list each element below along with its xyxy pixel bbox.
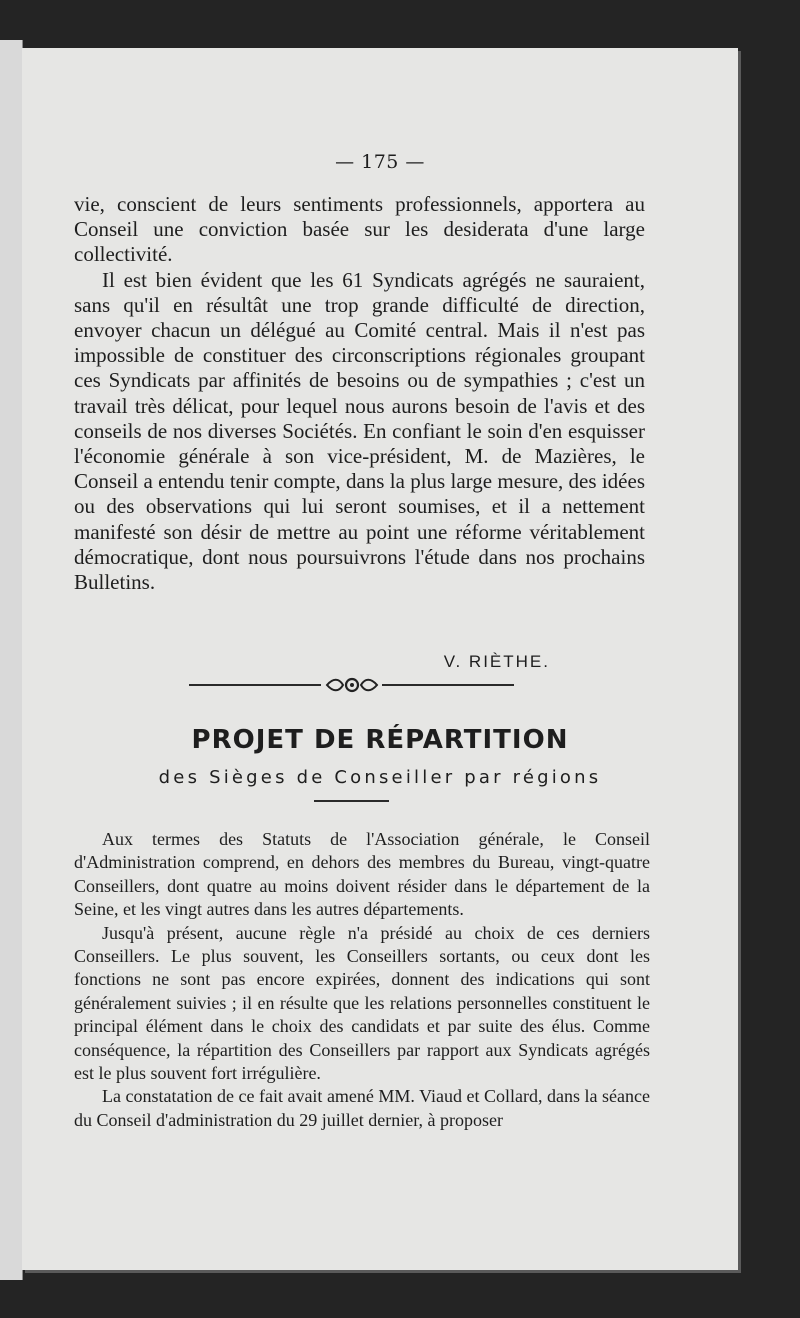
author-signature: V. RIÈTHE.: [443, 652, 550, 671]
separator-line-right: [382, 684, 514, 686]
ornament-icon: [325, 676, 379, 694]
paragraph: Jusqu'à présent, aucune règle n'a présidé au choix de ces derniers Conseillers. Le plus souvent, les Conseillers sortants, ou ceux dont les fonctions ne sont pas encore expirées, donnent des indications qui sont généralement suivies ; il en résulte que les relations personnelles constituent le principal élément dans le choix des candidats et par suite des élus. Comme conséquence, la répartition des Conseillers par rapport aux Syndicats agrégés est le plus souvent fort irrégulière.: [74, 922, 650, 1084]
separator-line-left: [189, 684, 321, 686]
paragraph: Il est bien évident que les 61 Syndicats agrégés ne sauraient, sans qu'il en résultât une trop grande difficulté de direction, envoyer chacun un délégué au Comité central. Mais il n'est pas impossible de constituer des circonscriptions régionales groupant ces Syndicats par affinités de besoins ou de sympathies ; c'est un travail très délicat, pour lequel nous aurons besoin de l'avis et des conseils de nos diverses Sociétés. En confiant le soin d'en esquisser l'économie générale à son vice-président, M. de Mazières, le Conseil a entendu tenir compte, dans la plus large mesure, des idées ou des observations qui lui seront soumises, et il a nettement manifesté son désir de mettre au point une réforme véritablement démocratique, dont nous poursuivrons l'étude dans nos prochains Bulletins.: [74, 267, 645, 595]
section-title: PROJET DE RÉPARTITION: [191, 725, 569, 755]
title-rule: [314, 800, 389, 802]
section-subtitle: des Sièges de Conseiller par régions: [158, 767, 602, 788]
paragraph: La constatation de ce fait avait amené MM. Viaud et Collard, dans la séance du Conseil d'administration du 29 juillet dernier, à proposer: [74, 1086, 650, 1130]
page-sheet: [22, 48, 738, 1270]
paragraph: vie, conscient de leurs sentiments professionnels, apportera au Conseil une conviction basée sur les desiderata d'une large collectivité.: [74, 192, 645, 267]
paragraph: Aux termes des Statuts de l'Association générale, le Conseil d'Administration comprend, en dehors des membres du Bureau, vingt-quatre Conseillers, dont quatre au moins doivent résider dans le département de la Seine, et les vingt autres dans les autres départements.: [74, 829, 650, 920]
previous-page-edge: [0, 40, 23, 1280]
section-separator: [189, 676, 514, 694]
page-number: — 175 —: [335, 151, 425, 173]
article-body: [74, 828, 650, 1132]
article-continuation: [74, 192, 645, 595]
